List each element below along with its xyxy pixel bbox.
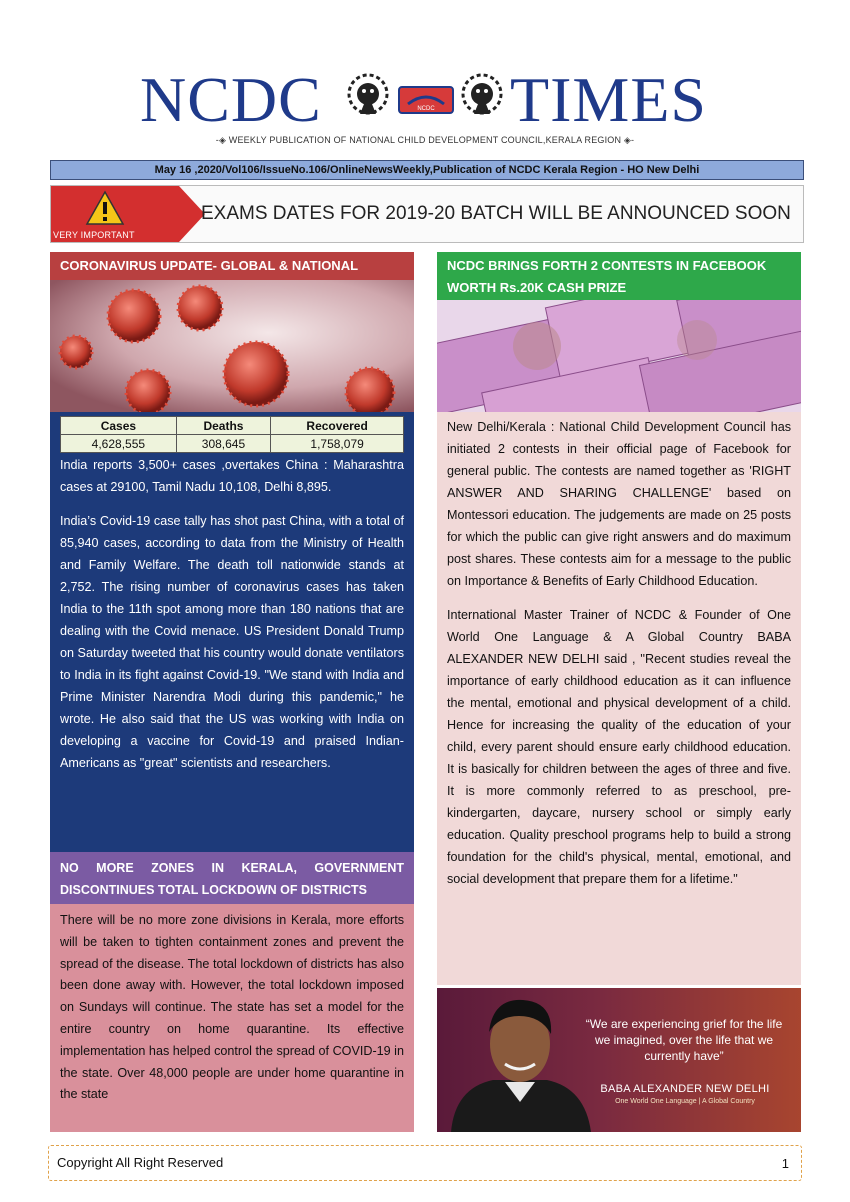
warning-icon xyxy=(85,190,125,226)
masthead-tagline: -◈ WEEKLY PUBLICATION OF NATIONAL CHILD DEVELOPMENT COUNCIL,KERALA REGION ◈- xyxy=(215,135,635,145)
corona-summary: India reports 3,500+ cases ,overtakes China : Maharashtra cases at 29100, Tamil Nadu 10,108, Delhi 8,895. xyxy=(60,458,404,494)
lion-emblem-icon xyxy=(454,70,510,126)
quote-box xyxy=(437,988,801,1132)
coronavirus-image xyxy=(50,280,414,412)
portrait-photo xyxy=(445,992,595,1132)
lion-emblem-icon xyxy=(340,70,396,126)
svg-text:NCDC: NCDC xyxy=(417,106,435,112)
issue-info-bar: May 16 ,2020/Vol106/IssueNo.106/OnlineNewsWeekly,Publication of NCDC Kerala Region - HO New Delhi xyxy=(50,160,804,180)
masthead xyxy=(0,60,850,150)
covid-stats-table xyxy=(60,416,404,453)
contest-paragraph-1: New Delhi/Kerala : National Child Development Council has initiated 2 contests in their official page of Facebook for general public. The contests are named together as 'RIGHT ANSWER AND SHARING CHALLENGE' based on Montessori education. The judgements are made on 25 posts for which the public can give right answers and do maximum post shares. These contests aim for a message to the public on Importance & Benefits of Early Childhood Education. xyxy=(447,420,791,588)
kerala-paragraph: There will be no more zone divisions in Kerala, more efforts will be taken to tighten containment zones and prevent the spread of the disease. The total lockdown of districts has also been done away with. However, the total lockdown imposed on Sundays will continue. The state has set a model for the entire country on home quarantine. Its effective implementation has helped control the spread of COVID-19 in the state. Over 48,000 people are under home quarantine in the state xyxy=(60,913,404,1102)
contest-paragraph-2: International Master Trainer of NCDC & Founder of One World One Language & A Global Country BABA ALEXANDER NEW DELHI said , ''Recent studies reveal the importance of early childhood education as it can influence the mental, emotional and physical development of a child. Hence for increasing the quality of the education of your child, every parent should ensure early childhood education. It is basically for children between the ages of three and five. It is more commonly referred to as preschool, pre-kindergarten, daycare, nursery school or simply early education. Quality preschool programs help to build a strong foundation for the child's physical, mental, emotional, and social development that prepare them for a lifetime." xyxy=(447,608,791,886)
corona-paragraph: India’s Covid-19 case tally has shot past China, with a total of 85,940 cases, according to data from the Ministry of Health and Family Welfare. The death toll nationwide stands at 2,752. The rising number of coronavirus cases has taken India to the 11th spot among more than 180 nations that are dealing with the Covid menace. US President Donald Trump on Saturday tweeted that his country would donate ventilators to India in its fight against Covid-19. "We stand with India and Prime Minister Narendra Modi during this pandemic," he wrote. He also said that the US was working with India on developing a vaccine for Covid-19 and praised Indian-Americans as "great" scientists and researchers. xyxy=(60,514,404,770)
kerala-article xyxy=(50,904,414,1132)
alert-label: VERY IMPORTANT xyxy=(53,230,135,240)
copyright-text: Copyright All Right Reserved xyxy=(57,1155,224,1170)
alert-banner xyxy=(50,185,804,243)
quote-text: “We are experiencing grief for the life we imagined, over the life that we currently have” xyxy=(585,1017,783,1063)
corona-heading: CORONAVIRUS UPDATE- GLOBAL & NATIONAL xyxy=(50,252,414,280)
stats-value-deaths: 308,645 xyxy=(176,435,270,453)
corona-article xyxy=(50,412,414,852)
stats-header-recovered: Recovered xyxy=(271,417,404,435)
page-footer xyxy=(48,1145,802,1181)
contest-article xyxy=(437,412,801,985)
quote-author-subtitle: One World One Language | A Global Country xyxy=(615,1098,755,1105)
alert-badge xyxy=(51,186,179,242)
stats-value-cases: 4,628,555 xyxy=(61,435,177,453)
stats-value-recovered: 1,758,079 xyxy=(271,435,404,453)
stats-header-cases: Cases xyxy=(61,417,177,435)
contest-heading: NCDC BRINGS FORTH 2 CONTESTS IN FACEBOOK WORTH Rs.20K CASH PRIZE xyxy=(437,252,801,300)
alert-headline: EXAMS DATES FOR 2019-20 BATCH WILL BE ANNOUNCED SOON xyxy=(201,203,791,224)
quote-author: BABA ALEXANDER NEW DELHI xyxy=(600,1083,770,1095)
page-number: 1 xyxy=(781,1156,789,1171)
ncdc-emblem-icon xyxy=(398,86,454,114)
stats-header-deaths: Deaths xyxy=(176,417,270,435)
masthead-title-left: NCDC xyxy=(140,64,322,135)
kerala-heading: NO MORE ZONES IN KERALA, GOVERNMENT DISCONTINUES TOTAL LOCKDOWN OF DISTRICTS xyxy=(50,852,414,904)
currency-notes-image xyxy=(437,300,801,412)
masthead-title-right: TIMES xyxy=(510,64,707,135)
